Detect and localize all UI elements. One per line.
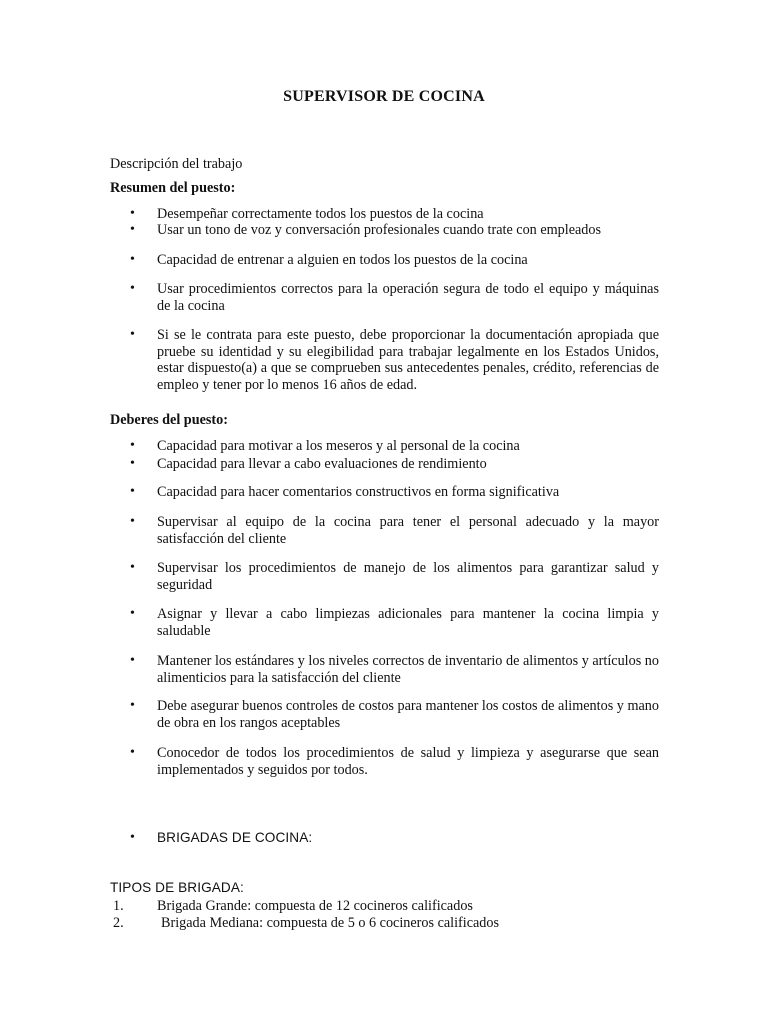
brigada-type-item: Brigada Mediana: compuesta de 5 o 6 cocineros calificados	[161, 915, 500, 931]
bullet-marker: •	[130, 252, 135, 267]
duty-item: Mantener los estándares y los niveles correctos de inventario de alimentos y artículos no alimenticios para la satisfacción del cliente	[157, 653, 659, 686]
job-description-label: Descripción del trabajo	[110, 156, 243, 172]
bullet-marker: •	[130, 281, 135, 296]
duty-item: Capacidad para hacer comentarios constructivos en forma significativa	[157, 484, 560, 500]
summary-item: Usar un tono de voz y conversación profesionales cuando trate con empleados	[157, 222, 601, 238]
duty-item: Capacidad para llevar a cabo evaluaciones de rendimiento	[157, 456, 487, 472]
duties-heading: Deberes del puesto:	[110, 412, 228, 428]
bullet-marker: •	[130, 438, 135, 453]
bullet-marker: •	[130, 745, 135, 760]
bullet-marker: •	[130, 484, 135, 499]
bullet-marker: •	[130, 606, 135, 621]
summary-item: Usar procedimientos correctos para la operación segura de todo el equipo y máquinas de la cocina	[157, 281, 659, 314]
duty-item: Asignar y llevar a cabo limpiezas adicionales para mantener la cocina limpia y saludable	[157, 606, 659, 639]
bullet-marker: •	[130, 456, 135, 471]
bullet-marker: •	[130, 560, 135, 575]
brigadas-item: BRIGADAS DE COCINA:	[157, 830, 313, 845]
bullet-marker: •	[130, 514, 135, 529]
bullet-marker: •	[130, 222, 135, 237]
tipos-heading: TIPOS DE BRIGADA:	[110, 880, 244, 895]
summary-item: Desempeñar correctamente todos los puestos de la cocina	[157, 206, 484, 222]
bullet-marker: •	[130, 698, 135, 713]
brigada-type-item: Brigada Grande: compuesta de 12 cocineros calificados	[157, 898, 473, 914]
duty-item: Capacidad para motivar a los meseros y al personal de la cocina	[157, 438, 520, 454]
duty-item: Conocedor de todos los procedimientos de salud y limpieza y asegurarse que sean implementados y seguidos por todos.	[157, 745, 659, 778]
document-title: SUPERVISOR DE COCINA	[283, 88, 485, 105]
bullet-marker: •	[130, 830, 135, 845]
list-number: 1.	[113, 898, 124, 914]
duty-item: Supervisar al equipo de la cocina para tener el personal adecuado y la mayor satisfacción del cliente	[157, 514, 659, 547]
bullet-marker: •	[130, 206, 135, 221]
duty-item: Debe asegurar buenos controles de costos para mantener los costos de alimentos y mano de obra en los rangos aceptables	[157, 698, 659, 731]
summary-heading: Resumen del puesto:	[110, 180, 236, 196]
bullet-marker: •	[130, 327, 135, 342]
summary-item: Si se le contrata para este puesto, debe proporcionar la documentación apropiada que pruebe su identidad y su elegibilidad para trabajar legalmente en los Estados Unidos, estar dispuesto(a) a que se comprueben sus antecedentes penales, crédito, referencias de empleo y tener por lo menos 16 años de edad.	[157, 327, 659, 393]
bullet-marker: •	[130, 653, 135, 668]
summary-item: Capacidad de entrenar a alguien en todos los puestos de la cocina	[157, 252, 528, 268]
list-number: 2.	[113, 915, 124, 931]
duty-item: Supervisar los procedimientos de manejo de los alimentos para garantizar salud y seguridad	[157, 560, 659, 593]
